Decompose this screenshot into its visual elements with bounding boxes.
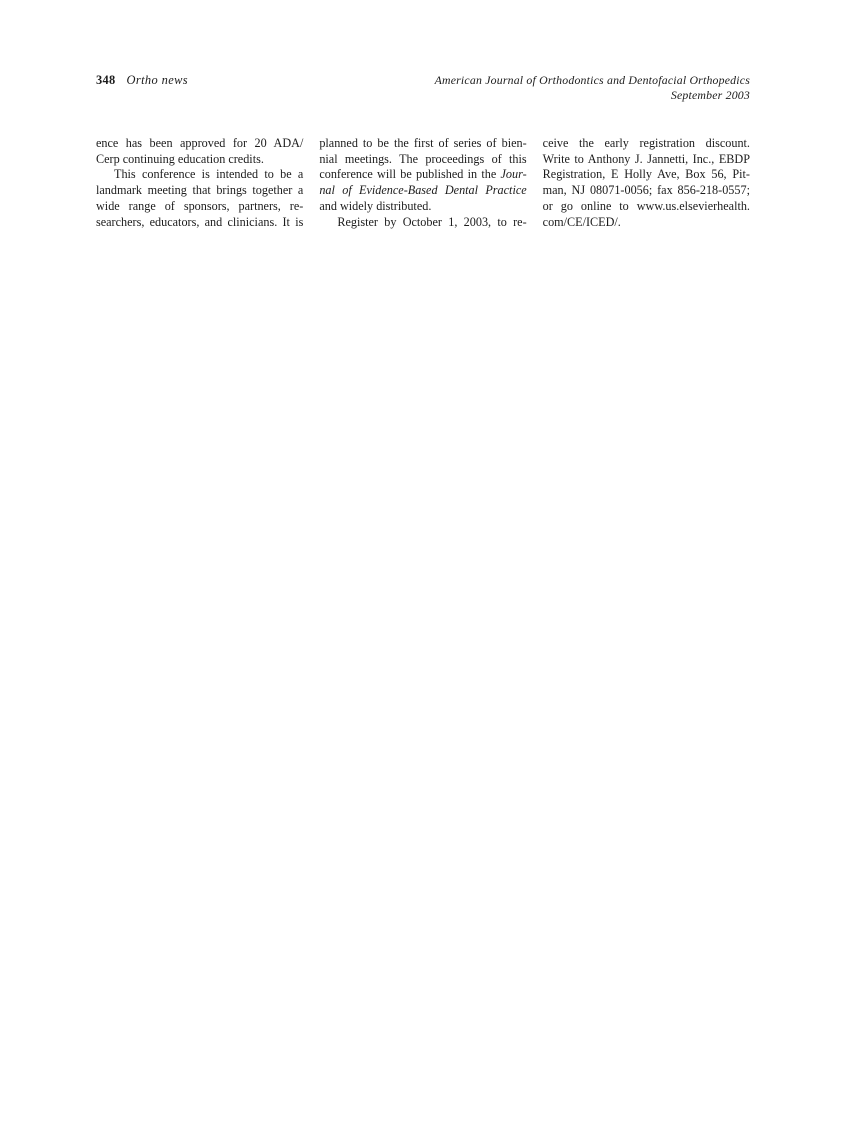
text-segment: Registration, E Holly Ave, Box 56, Pit- (542, 167, 750, 182)
text-line (319, 136, 526, 152)
text-segment: ceive the early registration discount. (542, 136, 750, 150)
journal-title: American Journal of Orthodontics and Dentofacial Orthopedics (434, 73, 750, 87)
text-line (319, 152, 526, 168)
page-header (96, 73, 750, 102)
text-line (96, 167, 303, 183)
text-column-2 (319, 136, 526, 230)
article-body (96, 136, 750, 230)
text-segment: planned to be the first of series of bien- (319, 136, 527, 150)
text-line (543, 167, 750, 183)
text-segment: This conference is intended to be a (114, 167, 304, 182)
page-number: 348 (96, 73, 116, 87)
text-segment: and widely distributed. (319, 198, 432, 213)
text-segment: or go online to www.us.elsevierhealth. (542, 198, 750, 213)
text-segment: man, NJ 08071-0056; fax 856-218-0557; (542, 183, 750, 198)
text-line (96, 215, 303, 231)
text-segment: conference will be published in the (319, 167, 501, 182)
text-line (543, 199, 750, 215)
text-line (543, 215, 750, 231)
text-segment: Cerp continuing education credits. (96, 151, 264, 166)
text-line (319, 183, 526, 199)
text-segment: searchers, educators, and clinicians. It is (96, 214, 304, 229)
text-line (96, 152, 303, 168)
running-head-left (96, 73, 188, 87)
text-line (96, 136, 303, 152)
text-line (319, 199, 526, 215)
text-line (319, 167, 526, 183)
text-segment: wide range of sponsors, partners, re- (96, 198, 304, 213)
italic-text-segment: Jour- (500, 167, 527, 182)
text-line (543, 136, 750, 152)
text-segment: landmark meeting that brings together a (96, 183, 304, 198)
text-line (96, 199, 303, 215)
issue-date: September 2003 (670, 87, 750, 102)
text-segment: ence has been approved for 20 ADA/ (96, 136, 304, 150)
running-head-right (435, 73, 750, 102)
text-segment: Register by October 1, 2003, to re- (337, 214, 527, 229)
text-segment: com/CE/ICED/. (542, 214, 621, 229)
text-line (96, 183, 303, 199)
section-title: Ortho news (126, 73, 188, 87)
text-column-3 (543, 136, 750, 230)
text-segment: Write to Anthony J. Jannetti, Inc., EBDP (542, 151, 750, 166)
text-line (543, 183, 750, 199)
italic-text-segment: nal of Evidence-Based Dental Practice (319, 183, 527, 198)
text-column-1 (96, 136, 303, 230)
text-segment: nial meetings. The proceedings of this (319, 151, 527, 166)
text-line (543, 152, 750, 168)
text-line (319, 215, 526, 231)
